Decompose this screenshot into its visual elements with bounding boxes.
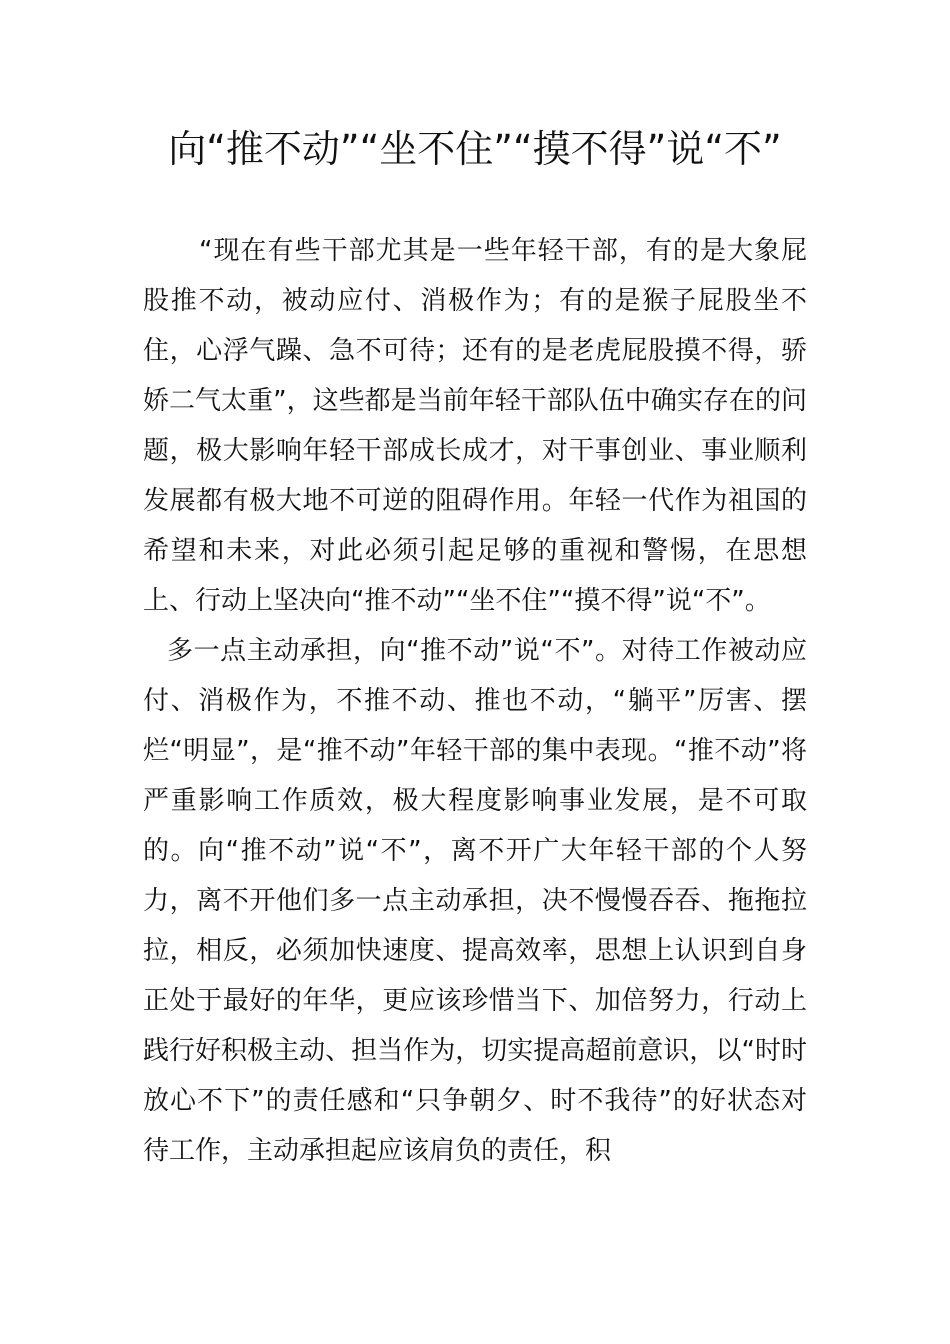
paragraph-section-1: 多一点主动承担，向“推不动”说“不”。对待工作被动应付、消极作为，不推不动、推也不动，“躺平”厉害、摆烂“明显”，是“推不动”年轻干部的集中表现。“推不动”将严重影响工作质效，极大程度影响事业发展，是不可取的。向“推不动”说“不”，离不开广大年轻干部的个人努力，离不开他们多一点主动承担，决不慢慢吞吞、拖拖拉拉，相反，必须加快速度、提高效率，思想上认识到自身正处于最好的年华，更应该珍惜当下、加倍努力，行动上践行好积极主动、担当作为，切实提高超前意识，以“时时放心不下”的责任感和“只争朝夕、时不我待”的好状态对待工作，主动承担起应该肩负的责任，积 <box>143 636 807 1166</box>
paragraph-intro: “现在有些干部尤其是一些年轻干部，有的是大象屁股推不动，被动应付、消极作为；有的是猴子屁股坐不住，心浮气躁、急不可待；还有的是老虎屁股摸不得，骄娇二气太重”，这些都是当前年轻干部队伍中确实存在的问题，极大影响年轻干部成长成才，对干事创业、事业顺利发展都有极大地不可逆的阻碍作用。年轻一代作为祖国的希望和未来，对此必须引起足够的重视和警惕，在思想上、行动上坚决向“推不动”“坐不住”“摸不得”说“不”。 <box>143 236 807 616</box>
document-title: 向“推不动”“坐不住”“摸不得”说“不” <box>168 127 782 171</box>
document-body <box>143 226 807 1176</box>
